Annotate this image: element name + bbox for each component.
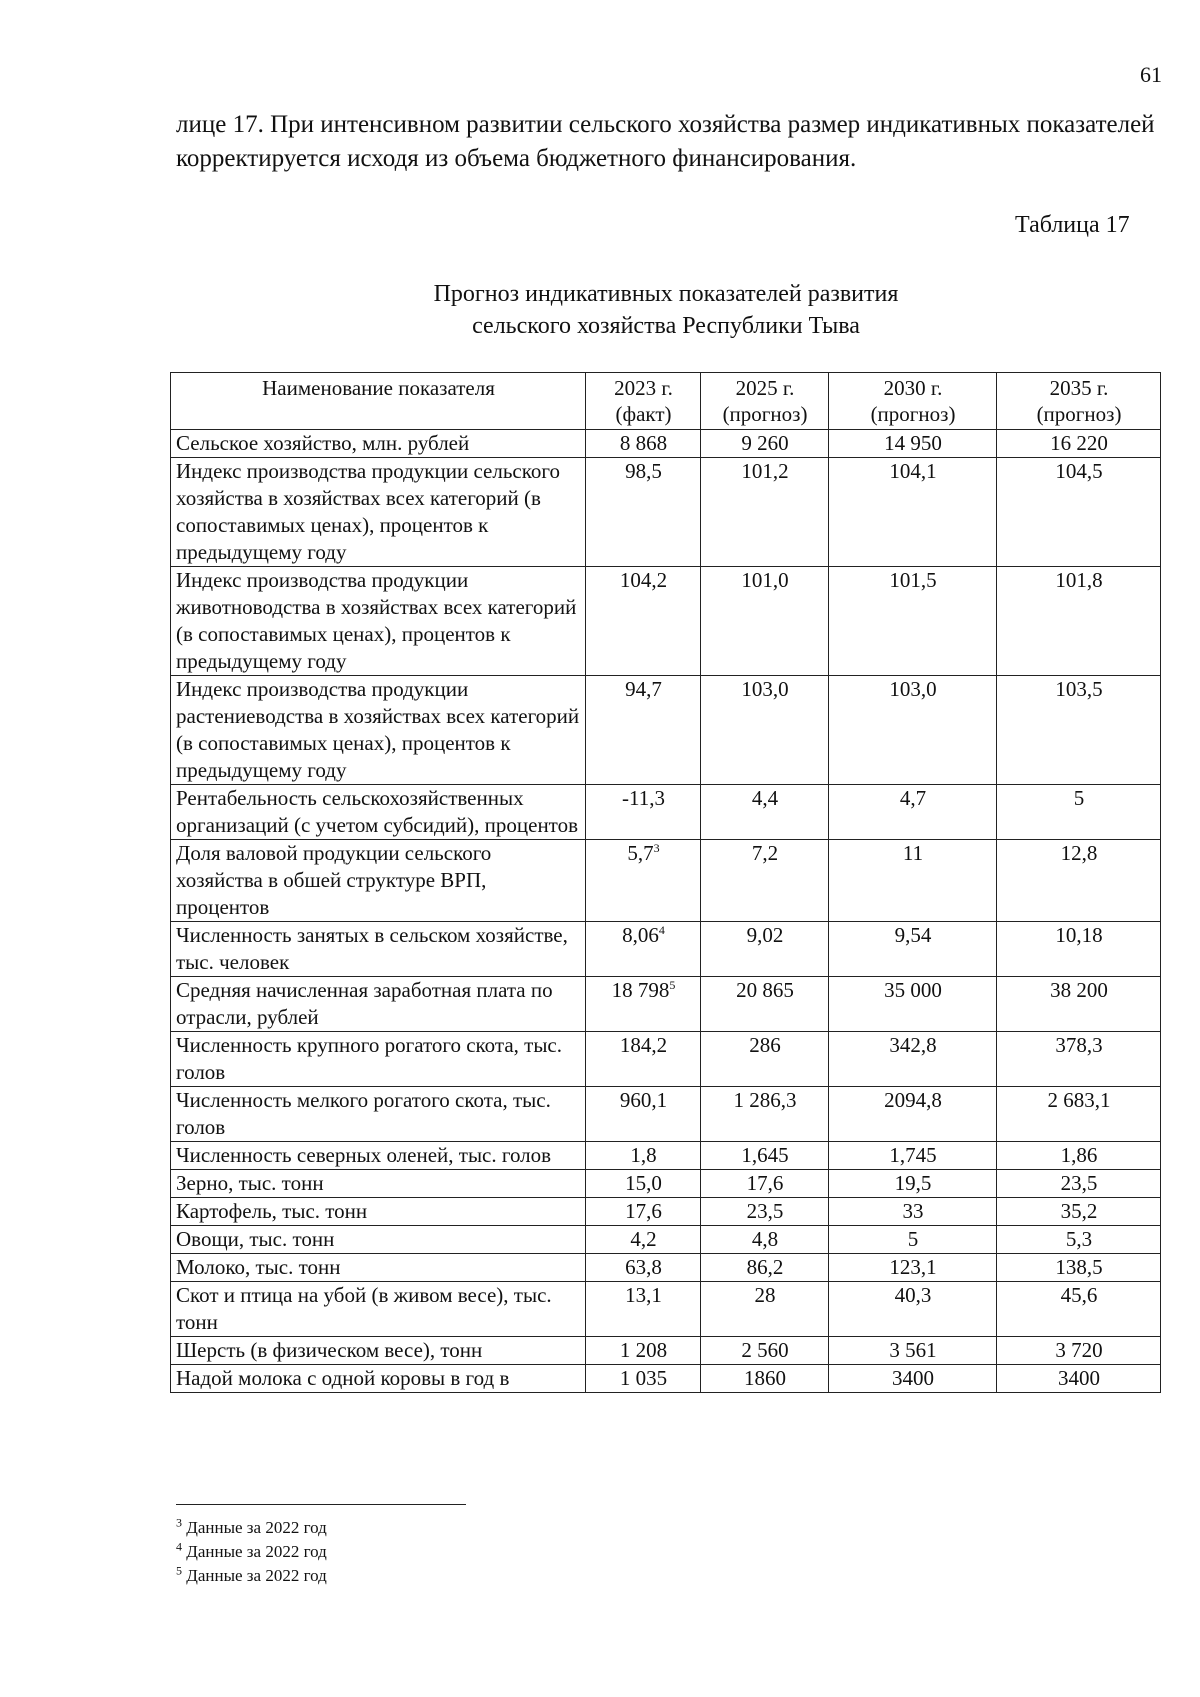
cell-value-2035: 378,3 [997,1032,1161,1087]
cell-value-2025: 1,645 [701,1142,829,1170]
cell-indicator-name: Численность занятых в сельском хозяйстве, тыс. человек [171,922,586,977]
cell-value-2030: 342,8 [829,1032,997,1087]
table-reference: Таблица 17 [1015,212,1130,238]
cell-value-2025: 286 [701,1032,829,1087]
footnotes [176,1516,327,1588]
footnote-marker: 5 [669,978,676,992]
table-row [171,1142,1161,1170]
cell-value-2030: 14 950 [829,430,997,458]
cell-indicator-name: Шерсть (в физическом весе), тонн [171,1337,586,1365]
cell-indicator-name: Индекс производства продукции сельского хозяйства в хозяйствах всех категорий (в сопоставимых ценах), процентов к предыдущему году [171,458,586,567]
cell-indicator-name: Овощи, тыс. тонн [171,1226,586,1254]
cell-indicator-name: Картофель, тыс. тонн [171,1198,586,1226]
table-row [171,785,1161,840]
table-title [176,278,1156,342]
header-2023: 2023 г. (факт) [586,373,701,430]
cell-value-2035: 103,5 [997,676,1161,785]
cell-value-2023: 18 $798^5$ [586,977,701,1032]
cell-value-2035: 1,86 [997,1142,1161,1170]
cell-value-2035: 3 720 [997,1337,1161,1365]
table-row [171,1254,1161,1282]
table-row [171,977,1161,1032]
cell-value-2023: 15,0 [586,1170,701,1198]
cell-indicator-name: Скот и птица на убой (в живом весе), тыс. тонн [171,1282,586,1337]
cell-value-2025: 17,6 [701,1170,829,1198]
cell-value-2025: 7,2 [701,840,829,922]
cell-value-2023: 184,2 [586,1032,701,1087]
cell-value-2025: 103,0 [701,676,829,785]
cell-indicator-name: Надой молока с одной коровы в год в [171,1365,586,1393]
intro-paragraph: лице 17. При интенсивном развитии сельского хозяйства размер индикативных показателей корректируется исходя из объема бюджетного финансирования. [176,111,1155,172]
cell-indicator-name: Сельское хозяйство, млн. рублей [171,430,586,458]
table-row [171,1226,1161,1254]
table-title-line-1: Прогноз индикативных показателей развития [433,281,899,307]
table-row [171,567,1161,676]
cell-value-2025: 28 [701,1282,829,1337]
cell-value-2023: 4,2 [586,1226,701,1254]
cell-value-2025: 4,4 [701,785,829,840]
cell-value-2023: 13,1 [586,1282,701,1337]
cell-value-2023: 8,06$^4$ [586,922,701,977]
cell-value-2023: 98,5 [586,458,701,567]
cell-value-2035: 45,6 [997,1282,1161,1337]
cell-value-2030: 3 561 [829,1337,997,1365]
header-2030: 2030 г. (прогноз) [829,373,997,430]
footnote-4: $^4$ Данные за 2022 год [176,1539,327,1561]
footnote-marker: 4 [658,923,665,937]
cell-value-2023: 1 035 [586,1365,701,1393]
cell-value-2030: 3400 [829,1365,997,1393]
table-row [171,1282,1161,1337]
cell-value-2030: 9,54 [829,922,997,977]
cell-value-2030: 2094,8 [829,1087,997,1142]
cell-value-2035: 104,5 [997,458,1161,567]
cell-value-2030: 123,1 [829,1254,997,1282]
cell-value-2035: 35,2 [997,1198,1161,1226]
cell-value-2030: 103,0 [829,676,997,785]
cell-value-2030: 33 [829,1198,997,1226]
table-row [171,1170,1161,1198]
cell-value-2035: 10,18 [997,922,1161,977]
table-row [171,430,1161,458]
cell-value-2030: 4,7 [829,785,997,840]
cell-value-2035: 23,5 [997,1170,1161,1198]
table-row [171,676,1161,785]
cell-value-2025: 4,8 [701,1226,829,1254]
cell-value-2030: 35 000 [829,977,997,1032]
cell-value-2023: $5,7^3$ [586,840,701,922]
cell-value-2025: 101,2 [701,458,829,567]
cell-value-2025: 1 286,3 [701,1087,829,1142]
table-row [171,922,1161,977]
cell-value-2025: 101,0 [701,567,829,676]
cell-value-2023: 1 208 [586,1337,701,1365]
footnote-3: $^3$ Данные за 2022 год [176,1515,327,1537]
cell-value-2023: 960,1 [586,1087,701,1142]
cell-value-2030: 1,745 [829,1142,997,1170]
cell-value-2035: 5,3 [997,1226,1161,1254]
cell-value-2023: 8 868 [586,430,701,458]
cell-value-2025: 23,5 [701,1198,829,1226]
table-body [171,430,1161,1393]
cell-value-2030: 5 [829,1226,997,1254]
cell-value-2023: 63,8 [586,1254,701,1282]
cell-indicator-name: Численность мелкого рогатого скота, тыс. голов [171,1087,586,1142]
cell-value-2035: 5 [997,785,1161,840]
cell-indicator-name: Молоко, тыс. тонн [171,1254,586,1282]
cell-value-2030: 101,5 [829,567,997,676]
cell-indicator-name: Доля валовой продукции сельского хозяйства в обшей структуре ВРП, процентов [171,840,586,922]
table-row [171,458,1161,567]
cell-value-2035: 16 220 [997,430,1161,458]
table-row [171,1087,1161,1142]
cell-indicator-name: Рентабельность сельскохозяйственных организаций (с учетом субсидий), процентов [171,785,586,840]
cell-value-2025: 9,02 [701,922,829,977]
cell-value-2030: 104,1 [829,458,997,567]
cell-value-2023: 94,7 [586,676,701,785]
table-row [171,1032,1161,1087]
table-header-row [171,373,1161,430]
cell-value-2023: 17,6 [586,1198,701,1226]
cell-value-2035: 3400 [997,1365,1161,1393]
cell-value-2025: 1860 [701,1365,829,1393]
table-row [171,1365,1161,1393]
cell-indicator-name: Средняя начисленная заработная плата по отрасли, рублей [171,977,586,1032]
cell-value-2030: 40,3 [829,1282,997,1337]
cell-indicator-name: Индекс производства продукции животноводства в хозяйствах всех категорий (в сопоставимых ценах), процентов к предыдущему году [171,567,586,676]
cell-value-2023: 104,2 [586,567,701,676]
cell-value-2023: 1,8 [586,1142,701,1170]
cell-value-2030: 19,5 [829,1170,997,1198]
cell-value-2025: 9 260 [701,430,829,458]
header-2035: 2035 г. (прогноз) [997,373,1161,430]
cell-value-2035: 101,8 [997,567,1161,676]
cell-value-2035: 138,5 [997,1254,1161,1282]
table-title-line-2: сельского хозяйства Республики Тыва [472,313,860,339]
header-indicator-name: Наименование показателя [171,373,586,430]
header-2025: 2025 г. (прогноз) [701,373,829,430]
cell-indicator-name: Численность крупного рогатого скота, тыс. голов [171,1032,586,1087]
cell-indicator-name: Численность северных оленей, тыс. голов [171,1142,586,1170]
page-number: 61 [1140,62,1162,87]
footnote-5: $^5$ Данные за 2022 год [176,1563,327,1585]
cell-value-2023: -11,3 [586,785,701,840]
cell-value-2025: 20 865 [701,977,829,1032]
cell-indicator-name: Индекс производства продукции растениеводства в хозяйствах всех категорий (в сопоставимых ценах), процентов к предыдущему году [171,676,586,785]
cell-value-2025: 2 560 [701,1337,829,1365]
footnote-divider [176,1504,466,1505]
cell-value-2035: 2 683,1 [997,1087,1161,1142]
footnote-marker: 3 [653,841,660,855]
table-row [171,1198,1161,1226]
cell-value-2030: 11 [829,840,997,922]
cell-value-2035: 38 200 [997,977,1161,1032]
indicators-table [170,372,1161,1393]
cell-value-2035: 12,8 [997,840,1161,922]
table-row [171,1337,1161,1365]
cell-value-2025: 86,2 [701,1254,829,1282]
table-row [171,840,1161,922]
cell-indicator-name: Зерно, тыс. тонн [171,1170,586,1198]
